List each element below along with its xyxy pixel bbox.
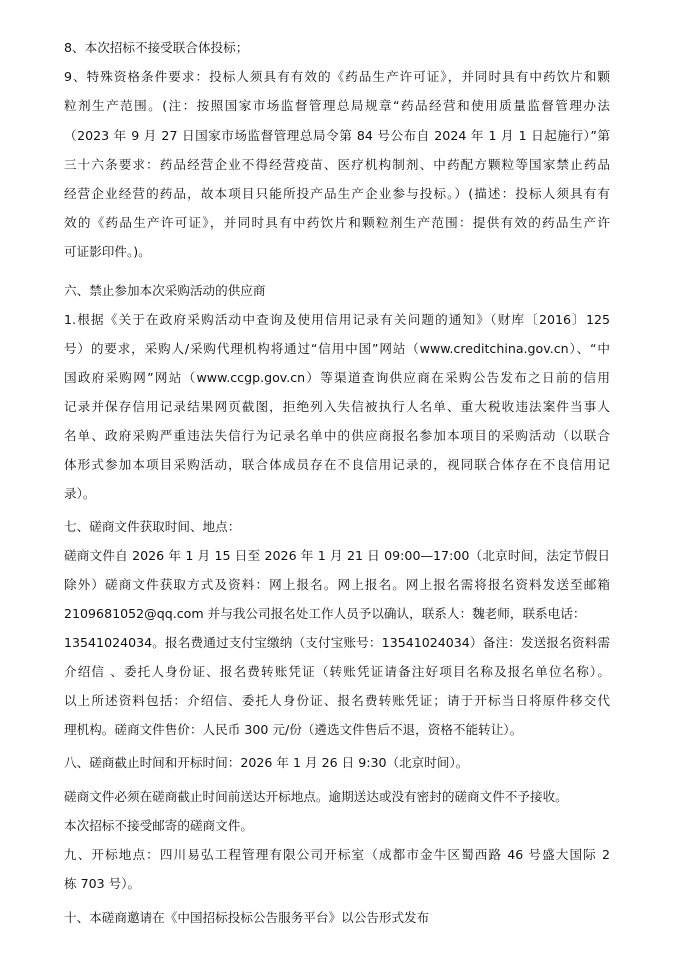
text-line: 粒剂生产范围。(注：按照国家市场监督管理总局规章“药品经营和使用质量监督管理办法: [64, 98, 610, 113]
text-line: 记录并保存信用记录结果网页截图，拒绝列入失信被执行人名单、重大税收违法案件当事人: [64, 399, 610, 414]
text-line: 名单、政府采购严重违法失信行为记录名单中的供应商报名参加本项目的采购活动（以联合: [64, 428, 610, 443]
text-line: 磋商文件必须在磋商截止时间前送达开标地点。逾期送达或没有密封的磋商文件不予接收。: [64, 789, 568, 804]
text-line: 13541024034。报名费通过支付宝缴纳（支付宝账号：13541024034）备注：发送报名资料需: [64, 635, 610, 650]
section-heading: 九、开标地点：四川易弘工程管理有限公司开标室（成都市金牛区蜀西路 46 号盛大国际 2: [64, 847, 610, 862]
text-line: 三十六条要求：药品经营企业不得经营疫苗、医疗机构制剂、中药配方颗粒等国家禁止药品: [64, 157, 610, 172]
text-line: 磋商文件自 2026 年 1 月 15 日至 2026 年 1 月 21 日 09:00—17:00（北京时间，法定节假日: [64, 548, 610, 563]
text-line: 理机构。磋商文件售价：人民币 300 元/份（遴选文件售后不退，资格不能转让）。: [64, 722, 523, 737]
text-line: 栋 703 号）。: [64, 876, 141, 891]
text-line: 效的《药品生产许可证》，并同时具有中药饮片和颗粒剂生产范围：提供有效的药品生产许: [64, 215, 610, 230]
text-line: 录）。: [64, 486, 96, 501]
section-heading: 八、磋商截止时间和开标时间：2026 年 1 月 26 日 9:30（北京时间）。: [64, 755, 469, 770]
text-line: 本次招标不接受邮寄的磋商文件。: [64, 818, 253, 833]
text-line: 8、本次招标不接受联合体投标；: [64, 40, 249, 55]
section-heading: 十、本磋商邀请在《中国招标投标公告服务平台》以公告形式发布: [64, 910, 430, 925]
text-line: 1.根据《关于在政府采购活动中查询及使用信用记录有关问题的通知》（财库〔2016〕125: [64, 312, 610, 327]
text-line: 以上所述资料包括：介绍信、委托人身份证、报名费转账凭证；请于开标当日将原件移交代: [64, 693, 610, 708]
text-line: 经营企业经营的药品，故本项目只能所投产品生产企业参与投标。）(描述：投标人须具有有: [64, 186, 610, 201]
section-heading: 七、磋商文件获取时间、地点：: [64, 519, 241, 534]
text-line: 号）的要求，采购人/采购代理机构将通过“信用中国”网站（www.creditchina.gov.cn）、“中: [64, 341, 610, 356]
text-line: 2109681052@qq.com 并与我公司报名处工作人员予以确认，联系人：魏老师，联系电话：: [64, 606, 586, 621]
text-line: 9、特殊资格条件要求：投标人须具有有效的《药品生产许可证》，并同时具有中药饮片和颗: [64, 69, 610, 84]
section-heading: 六、禁止参加本次采购活动的供应商: [64, 283, 266, 298]
text-line: （2023 年 9 月 27 日国家市场监督管理总局令第 84 号公布自 2024 年 1 月 1 日起施行）”第: [64, 128, 610, 143]
text-line: 可证影印件。)。: [64, 244, 151, 259]
text-line: 介绍信 、委托人身份证、报名费转账凭证（转账凭证请备注好项目名称及报名单位名称）。: [64, 664, 610, 679]
text-line: 除外）磋商文件获取方式及资料：网上报名。网上报名。网上报名需将报名资料发送至邮箱: [64, 577, 610, 592]
text-line: 国政府采购网”网站（www.ccgp.gov.cn）等渠道查询供应商在采购公告发布之日前的信用: [64, 370, 610, 385]
text-line: 体形式参加本项目采购活动，联合体成员存在不良信用记录的，视同联合体存在不良信用记: [64, 457, 610, 472]
